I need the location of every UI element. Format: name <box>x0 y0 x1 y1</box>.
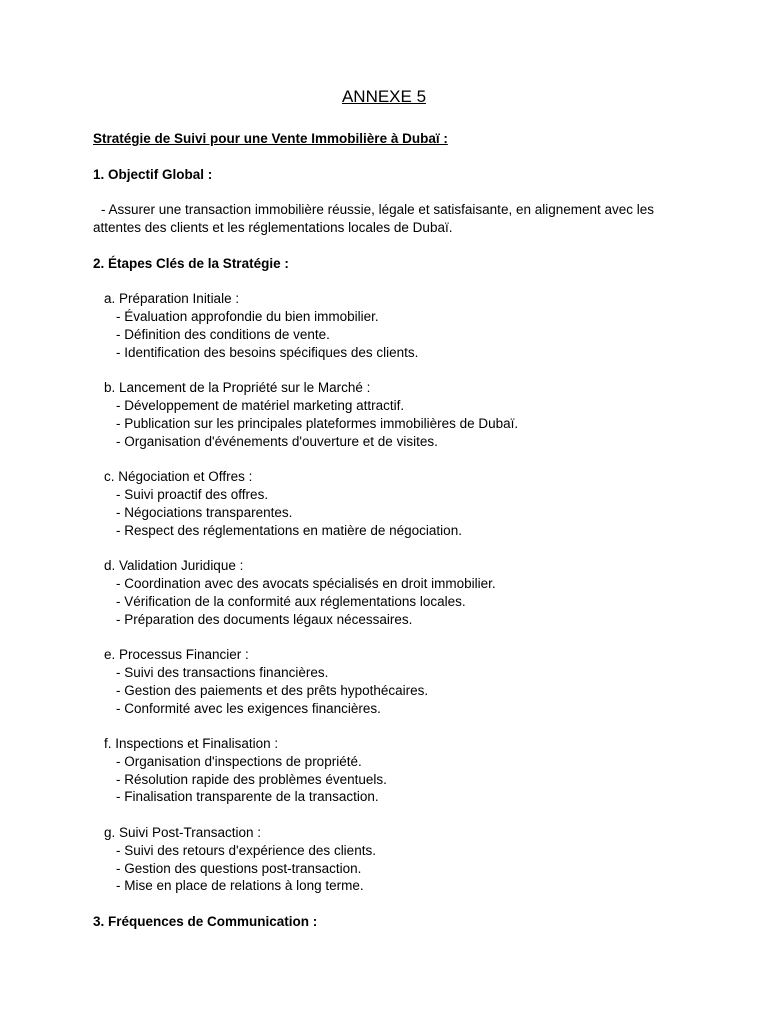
step-a <box>93 290 683 361</box>
step-item: - Négociations transparentes. <box>116 504 293 520</box>
step-c <box>93 468 683 539</box>
step-item: - Gestion des questions post-transaction. <box>116 860 362 876</box>
step-item: - Conformité avec les exigences financières. <box>116 700 381 716</box>
step-f <box>93 735 683 806</box>
step-item: - Organisation d'inspections de propriété. <box>116 753 362 769</box>
section-heading-frequences: 3. Fréquences de Communication : <box>93 914 318 930</box>
step-item: - Suivi des retours d'expérience des clients. <box>116 842 376 858</box>
step-item: - Évaluation approfondie du bien immobilier. <box>116 308 379 324</box>
step-item: - Suivi des transactions financières. <box>116 664 329 680</box>
step-g <box>93 824 683 895</box>
document-body <box>93 130 683 931</box>
page-title: ANNEXE 5 <box>341 87 427 106</box>
section-heading-objectif: 1. Objectif Global : <box>93 166 213 182</box>
step-e <box>93 646 683 717</box>
step-title: a. Préparation Initiale : <box>104 291 240 307</box>
step-title: b. Lancement de la Propriété sur le Marché : <box>104 380 371 396</box>
step-item: - Vérification de la conformité aux réglementations locales. <box>116 593 466 609</box>
step-title: g. Suivi Post-Transaction : <box>104 825 262 841</box>
objectif-paragraph: - Assurer une transaction immobilière réussie, légale et satisfaisante, en alignement avec les attentes des clients et les réglementations locales de Dubaï. <box>93 202 655 235</box>
step-item: - Organisation d'événements d'ouverture et de visites. <box>116 433 438 449</box>
step-item: - Respect des réglementations en matière de négociation. <box>116 522 462 538</box>
step-item: - Définition des conditions de vente. <box>116 326 330 342</box>
step-item: - Coordination avec des avocats spécialisés en droit immobilier. <box>116 575 496 591</box>
step-item: - Suivi proactif des offres. <box>116 486 269 502</box>
step-item: - Préparation des documents légaux nécessaires. <box>116 611 413 627</box>
step-title: d. Validation Juridique : <box>104 558 244 574</box>
step-item: - Développement de matériel marketing attractif. <box>116 397 405 413</box>
step-item: - Mise en place de relations à long terme. <box>116 878 364 894</box>
section-heading-etapes: 2. Étapes Clés de la Stratégie : <box>93 255 289 271</box>
step-item: - Gestion des paiements et des prêts hypothécaires. <box>116 682 429 698</box>
step-item: - Résolution rapide des problèmes éventuels. <box>116 771 387 787</box>
step-title: e. Processus Financier : <box>104 647 249 663</box>
step-item: - Publication sur les principales plateformes immobilières de Dubaï. <box>116 415 519 431</box>
step-item: - Identification des besoins spécifiques des clients. <box>116 344 419 360</box>
step-title: c. Négociation et Offres : <box>104 469 253 485</box>
step-b <box>93 379 683 450</box>
step-d <box>93 557 683 628</box>
step-item: - Finalisation transparente de la transaction. <box>116 789 379 805</box>
step-title: f. Inspections et Finalisation : <box>104 736 279 752</box>
document-subtitle: Stratégie de Suivi pour une Vente Immobilière à Dubaï : <box>93 131 448 146</box>
